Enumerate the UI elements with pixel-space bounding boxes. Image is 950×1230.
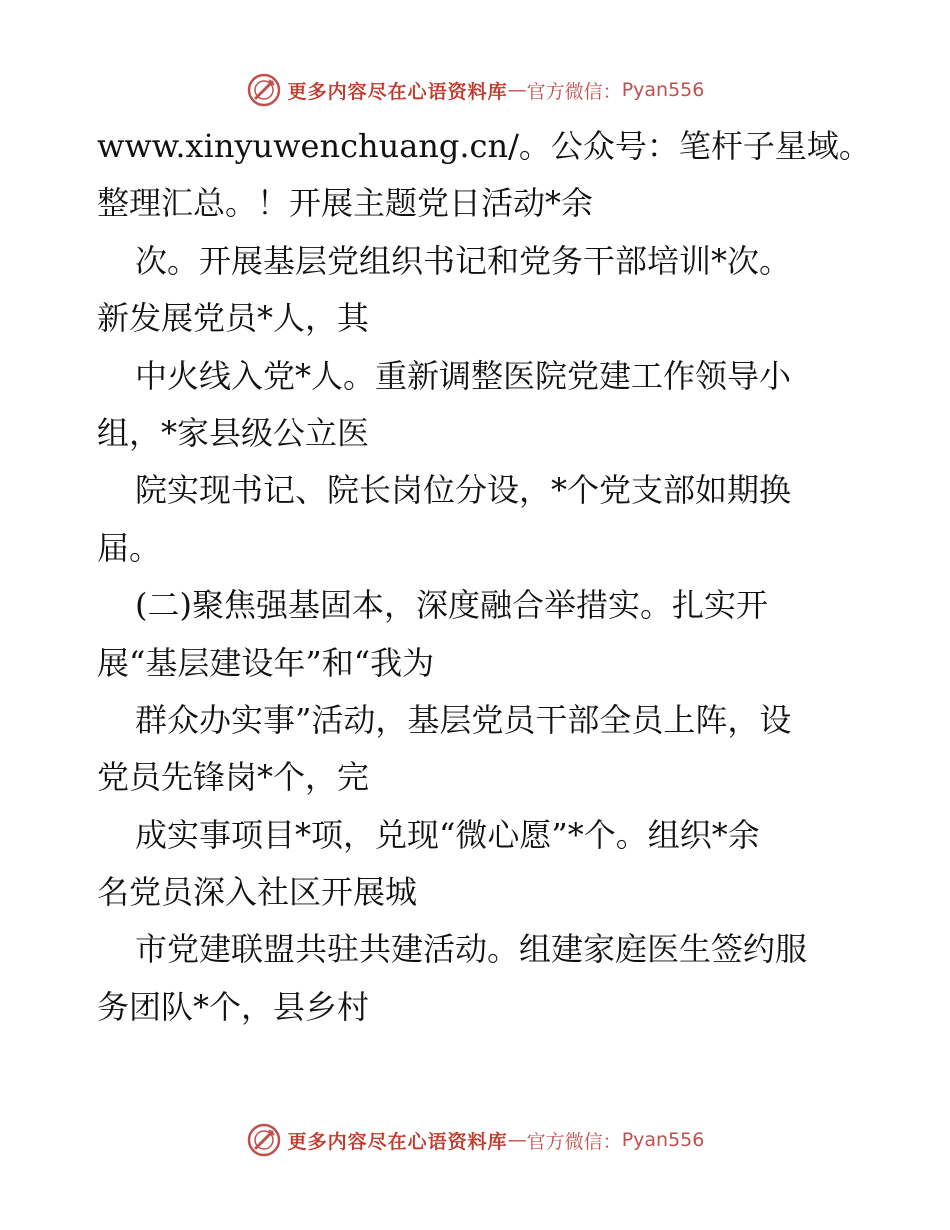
watermark-id: Pyan556 xyxy=(621,1129,705,1151)
watermark-dash: — xyxy=(507,79,527,101)
body-line: 展“基层建设年”和“我为 xyxy=(97,643,435,682)
watermark-dash: — xyxy=(507,1129,527,1151)
footer-watermark xyxy=(0,1120,950,1160)
watermark-label: 官方微信： xyxy=(526,80,622,103)
body-line: 党员先锋岗*个，完 xyxy=(97,758,370,797)
body-line: 整理汇总。！开展主题党日活动*余 xyxy=(97,184,594,223)
body-line: 次。开展基层党组织书记和党务干部培训*次。 xyxy=(135,241,792,280)
body-line: 院实现书记、院长岗位分设，*个党支部如期换 xyxy=(135,471,792,510)
document-body xyxy=(97,118,877,1036)
body-line: 组，*家县级公立医 xyxy=(97,413,370,452)
watermark-label: 官方微信： xyxy=(526,1130,622,1153)
stamp-logo-icon xyxy=(246,1122,282,1158)
watermark-id: Pyan556 xyxy=(621,79,705,101)
body-line: 名党员深入社区开展城 xyxy=(97,873,418,912)
body-line: 群众办实事”活动，基层党员干部全员上阵，设 xyxy=(135,700,792,739)
body-line: www.xinyuwenchuang.cn/。公众号：笔杆子星域。 xyxy=(97,127,871,165)
stamp-logo-icon xyxy=(246,72,282,108)
body-line: 中火线入党*人。重新调整医院党建工作领导小 xyxy=(135,356,792,395)
watermark-title: 更多内容尽在心语资料库 xyxy=(287,1130,508,1153)
watermark-title: 更多内容尽在心语资料库 xyxy=(287,80,508,103)
body-line: (二)聚焦强基固本，深度融合举措实。扎实开 xyxy=(135,586,768,625)
body-line: 务团队*个，县乡村 xyxy=(97,987,370,1026)
header-watermark xyxy=(0,70,950,110)
body-line: 成实事项目*项，兑现“微心愿”*个。组织*余 xyxy=(135,815,760,854)
body-line: 新发展党员*人，其 xyxy=(97,299,370,338)
body-line: 届。 xyxy=(97,528,162,567)
body-line: 市党建联盟共驻共建活动。组建家庭医生签约服 xyxy=(135,930,808,969)
